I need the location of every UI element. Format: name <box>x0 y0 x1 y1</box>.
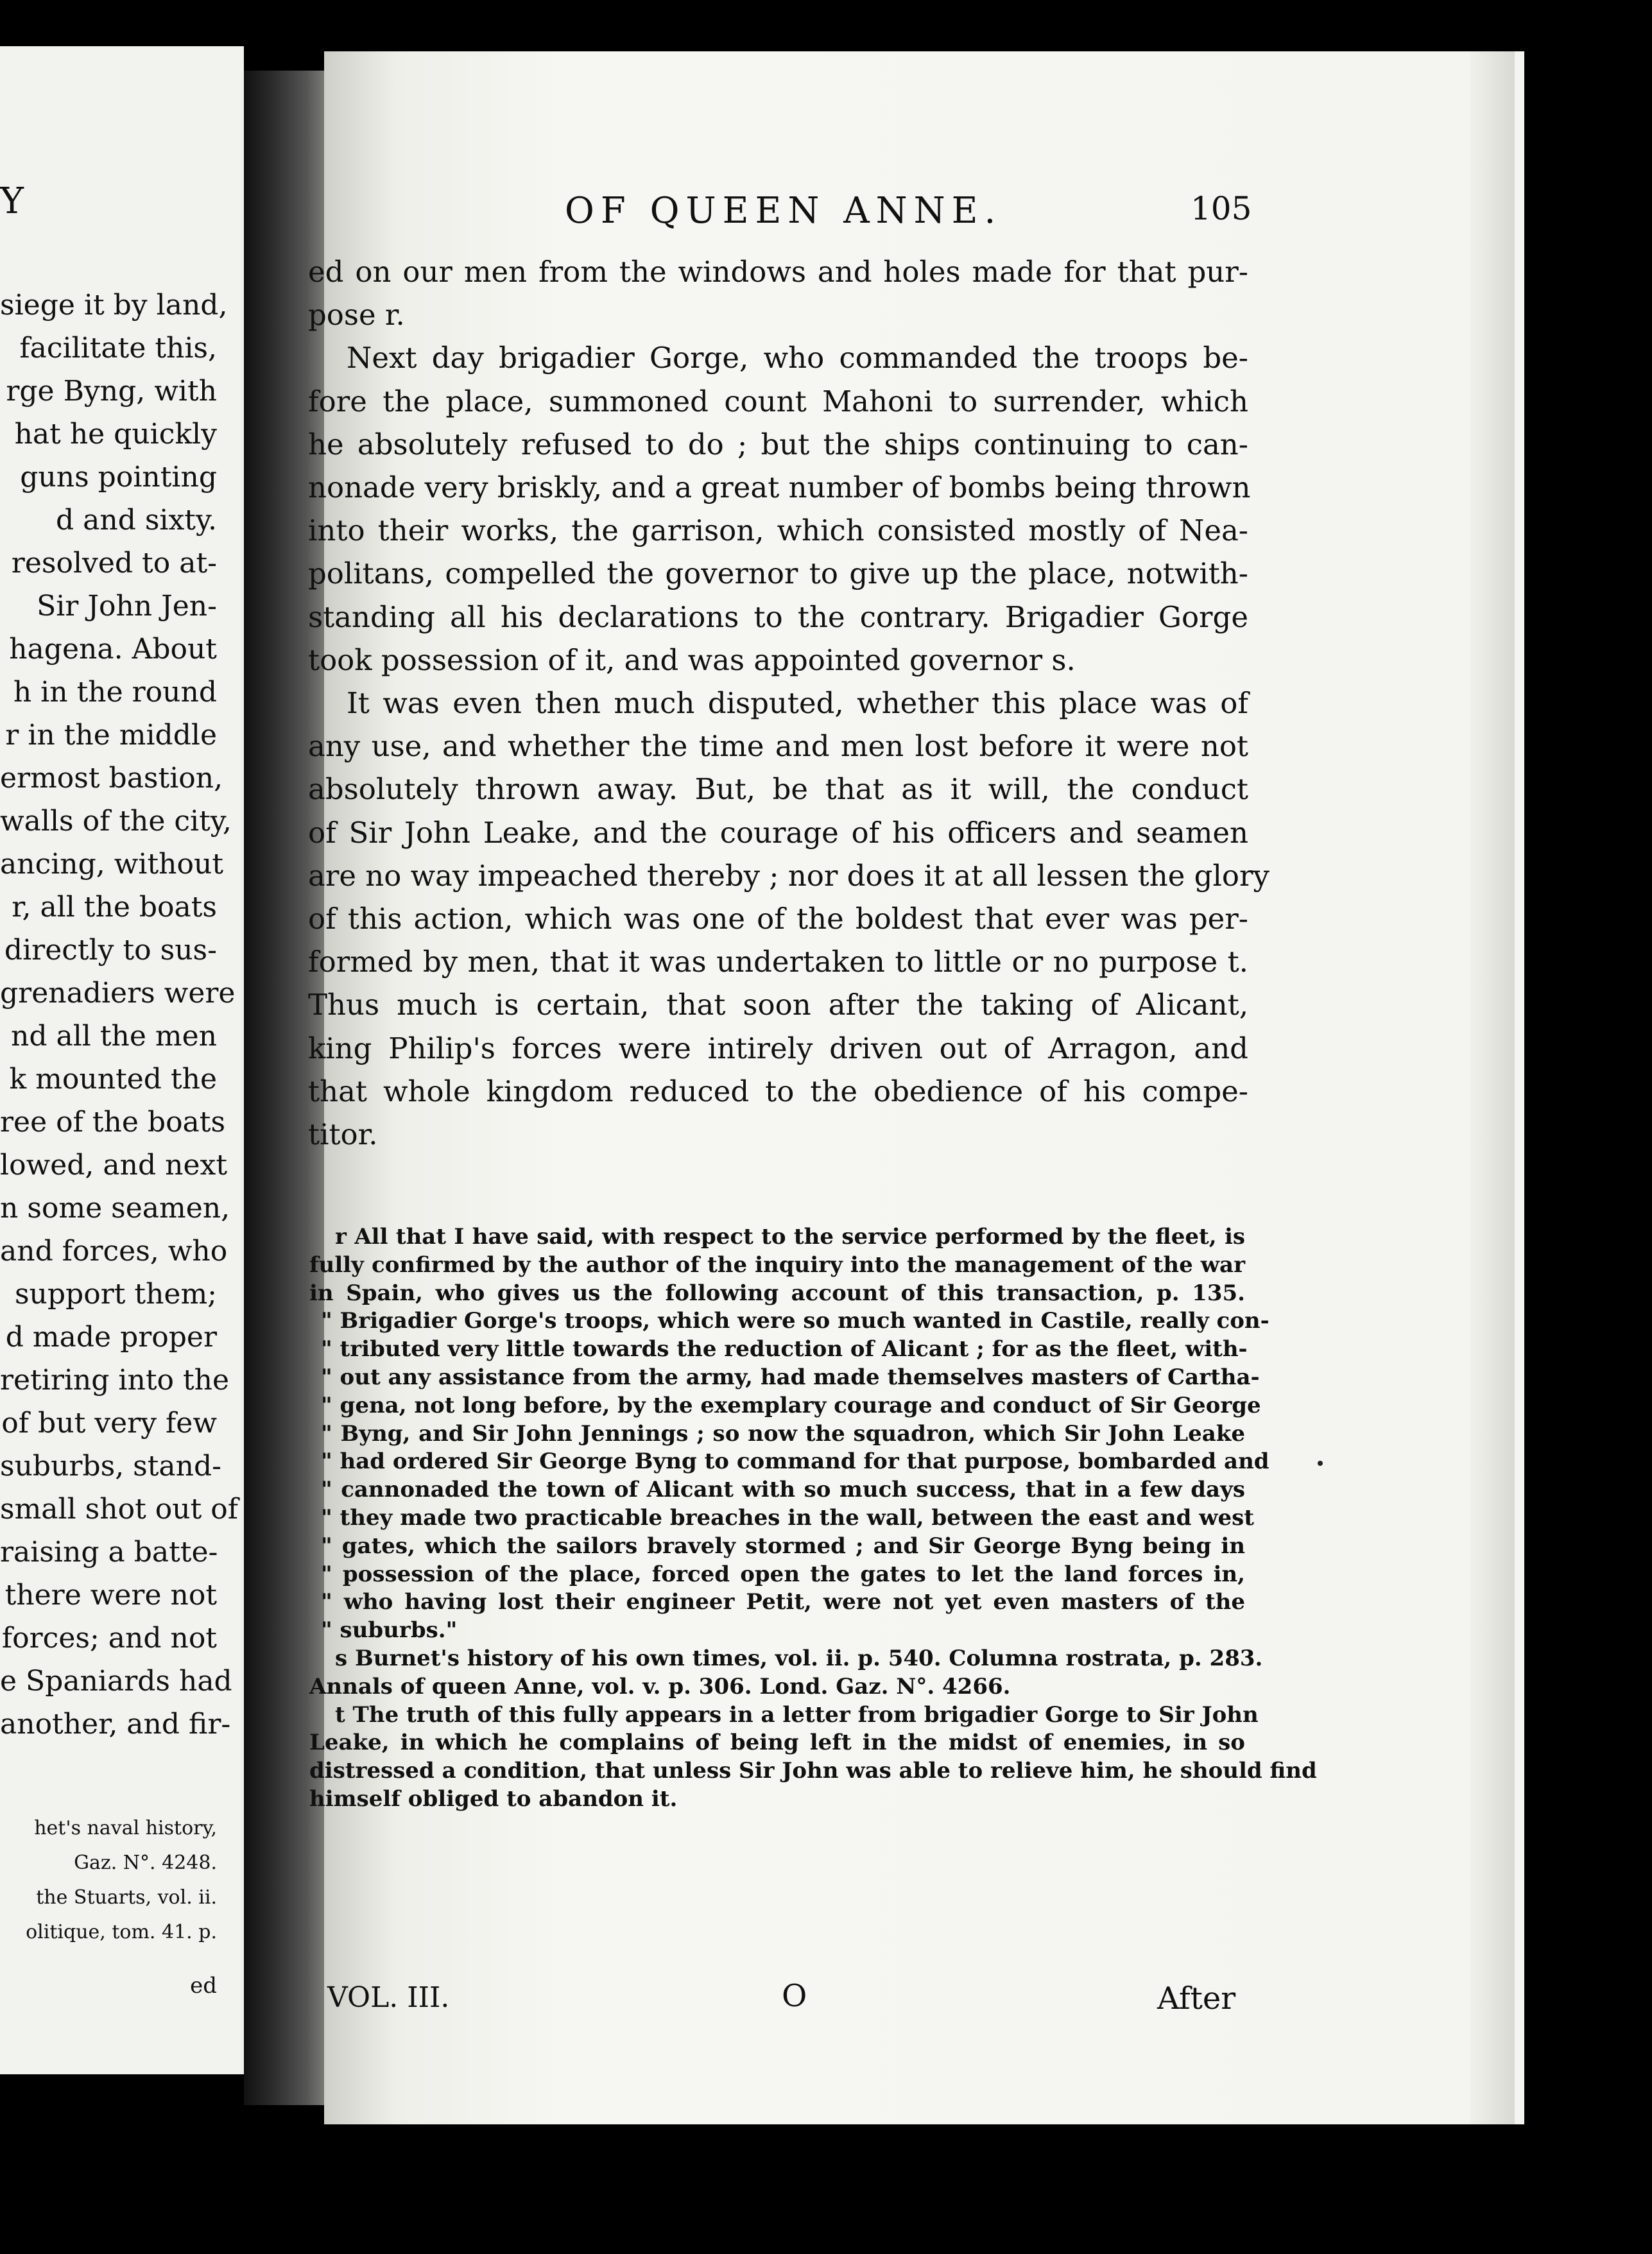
body-line: Next day brigadier Gorge, who commanded the troops be- <box>347 341 1248 375</box>
footnote-line: " out any assistance from the army, had made themselves masters of Cartha- <box>321 1364 1260 1390</box>
left-page-line: lowed, and next <box>0 1149 227 1182</box>
footnote-line: " Byng, and Sir John Jennings ; so now the squadron, which Sir John Leake <box>321 1420 1245 1447</box>
body-line: are no way impeached thereby ; nor does it at all lessen the glory <box>308 858 1269 893</box>
footnote-line: t The truth of this fully appears in a letter from brigadier Gorge to Sir John <box>335 1701 1259 1728</box>
left-page-line: facilitate this, <box>19 332 217 365</box>
left-page-line: ree of the boats <box>0 1106 226 1139</box>
left-page-line: hagena. About <box>9 633 217 666</box>
left-page-line: another, and fir- <box>0 1708 231 1741</box>
left-page-line: n some seamen, <box>0 1192 230 1225</box>
left-page-line: support them; <box>14 1278 217 1311</box>
left-page-line: hat he quickly <box>14 418 217 451</box>
running-head: OF QUEEN ANNE. <box>565 190 1002 232</box>
body-line: any use, and whether the time and men lost before it were not <box>308 729 1248 764</box>
left-page-line: suburbs, stand- <box>0 1450 222 1483</box>
left-page-line: forces; and not <box>1 1622 217 1655</box>
left-page-line: small shot out of <box>0 1493 239 1526</box>
volume-label: VOL. III. <box>327 1981 450 2014</box>
left-page-line: ermost bastion, <box>0 762 223 795</box>
signature-mark: O <box>782 1978 807 2014</box>
body-line: It was even then much disputed, whether this place was of <box>347 686 1248 720</box>
left-page-line: directly to sus- <box>4 934 217 967</box>
body-line: absolutely thrown away. But, be that as it will, the conduct <box>308 772 1248 807</box>
body-line: of Sir John Leake, and the courage of his officers and seamen <box>308 815 1248 850</box>
body-line: took possession of it, and was appointed governor s. <box>308 642 1076 677</box>
body-line: he absolutely refused to do ; but the ships continuing to can- <box>308 427 1248 461</box>
footnote-line: in Spain, who gives us the following account of this transaction, p. 135. <box>309 1280 1245 1306</box>
footnote-line: " suburbs." <box>321 1617 458 1644</box>
left-page-line: Sir John Jen- <box>37 590 217 623</box>
left-page-line: r, all the boats <box>12 891 217 924</box>
footnote-line: fully confirmed by the author of the inquiry into the management of the war <box>309 1252 1245 1278</box>
left-catchword: ed <box>190 1973 217 1999</box>
body-line: politans, compelled the governor to give up the place, notwith- <box>308 556 1248 591</box>
body-line: titor. <box>308 1117 378 1151</box>
body-line: king Philip's forces were intirely driven out of Arragon, and <box>308 1031 1248 1065</box>
left-page-line: r in the middle <box>5 719 217 752</box>
body-line: pose r. <box>308 298 405 332</box>
ink-speck <box>1318 1461 1323 1466</box>
left-page-note: olitique, tom. 41. p. <box>26 1921 217 1943</box>
left-page-line: e Spaniards had <box>0 1665 232 1698</box>
footnote-line: r All that I have said, with respect to the service performed by the fleet, is <box>335 1224 1245 1250</box>
footnote-line: distressed a condition, that unless Sir John was able to relieve him, he should find <box>309 1758 1317 1784</box>
page-number: 105 <box>1191 190 1252 227</box>
left-running-head-fragment: Y <box>0 180 24 222</box>
body-line: ed on our men from the windows and holes made for that pur- <box>308 255 1248 289</box>
left-page-line: siege it by land, <box>0 289 228 322</box>
body-line: Thus much is certain, that soon after the taking of Alicant, <box>308 988 1248 1022</box>
left-page-line: rge Byng, with <box>6 375 217 408</box>
left-page-line: h in the round <box>13 676 217 709</box>
left-page-line: grenadiers were <box>0 977 236 1010</box>
footnote-line: " gena, not long before, by the exemplary courage and conduct of Sir George <box>321 1392 1261 1418</box>
body-line: standing all his declarations to the contrary. Brigadier Gorge <box>308 599 1248 634</box>
page-edge <box>1470 51 1515 2124</box>
footnote-line: " who having lost their engineer Petit, were not yet even masters of the <box>321 1589 1245 1615</box>
left-page-line: d made proper <box>5 1321 217 1354</box>
body-line: fore the place, summoned count Mahoni to surrender, which <box>308 384 1248 418</box>
footnote-line: himself obliged to abandon it. <box>309 1786 678 1812</box>
left-page-line: resolved to at- <box>11 547 217 580</box>
body-line: of this action, which was one of the boldest that ever was per- <box>308 902 1248 936</box>
left-page-line: there were not <box>4 1579 217 1612</box>
footnote-line: " had ordered Sir George Byng to command for that purpose, bombarded and <box>321 1449 1269 1475</box>
footnote-line: " they made two practicable breaches in the wall, between the east and west <box>321 1505 1254 1531</box>
left-page-line: d and sixty. <box>55 504 217 537</box>
left-page-line: k mounted the <box>9 1063 217 1096</box>
footnote-line: " cannonaded the town of Alicant with so much success, that in a few days <box>321 1477 1245 1503</box>
footnote-line: s Burnet's history of his own times, vol. ii. p. 540. Columna rostrata, p. 283. <box>335 1646 1263 1671</box>
left-page-line: walls of the city, <box>0 805 232 838</box>
left-page-note: the Stuarts, vol. ii. <box>36 1886 217 1909</box>
left-page-note: het's naval history, <box>34 1817 217 1839</box>
body-line: that whole kingdom reduced to the obedience of his compe- <box>308 1074 1248 1108</box>
footnote-line: Annals of queen Anne, vol. v. p. 306. Lond. Gaz. N°. 4266. <box>309 1673 1011 1699</box>
catchword: After <box>1157 1981 1236 2017</box>
body-line: into their works, the garrison, which consisted mostly of Nea- <box>308 513 1248 548</box>
body-line: formed by men, that it was undertaken to little or no purpose t. <box>308 945 1248 979</box>
footnote-line: " tributed very little towards the reduction of Alicant ; for as the fleet, with- <box>321 1336 1248 1363</box>
footnote-line: " possession of the place, forced open the gates to let the land forces in, <box>321 1561 1245 1587</box>
left-page-line: raising a batte- <box>0 1536 218 1569</box>
footnote-line: " Brigadier Gorge's troops, which were so much wanted in Castile, really con- <box>321 1308 1269 1334</box>
left-page-note: Gaz. N°. 4248. <box>74 1852 217 1874</box>
body-line: nonade very briskly, and a great number of bombs being thrown <box>308 470 1251 504</box>
footnote-line: " gates, which the sailors bravely stormed ; and Sir George Byng being in <box>321 1533 1245 1559</box>
left-page-line: retiring into the <box>0 1364 230 1397</box>
left-page-line: nd all the men <box>11 1020 217 1053</box>
left-page-line: ancing, without <box>0 848 224 881</box>
footnote-line: Leake, in which he complains of being left in the midst of enemies, in so <box>309 1730 1245 1756</box>
left-page-line: guns pointing <box>20 461 217 494</box>
left-page-line: of but very few <box>1 1407 217 1440</box>
left-page-line: and forces, who <box>0 1235 228 1268</box>
left-page <box>0 46 244 2074</box>
